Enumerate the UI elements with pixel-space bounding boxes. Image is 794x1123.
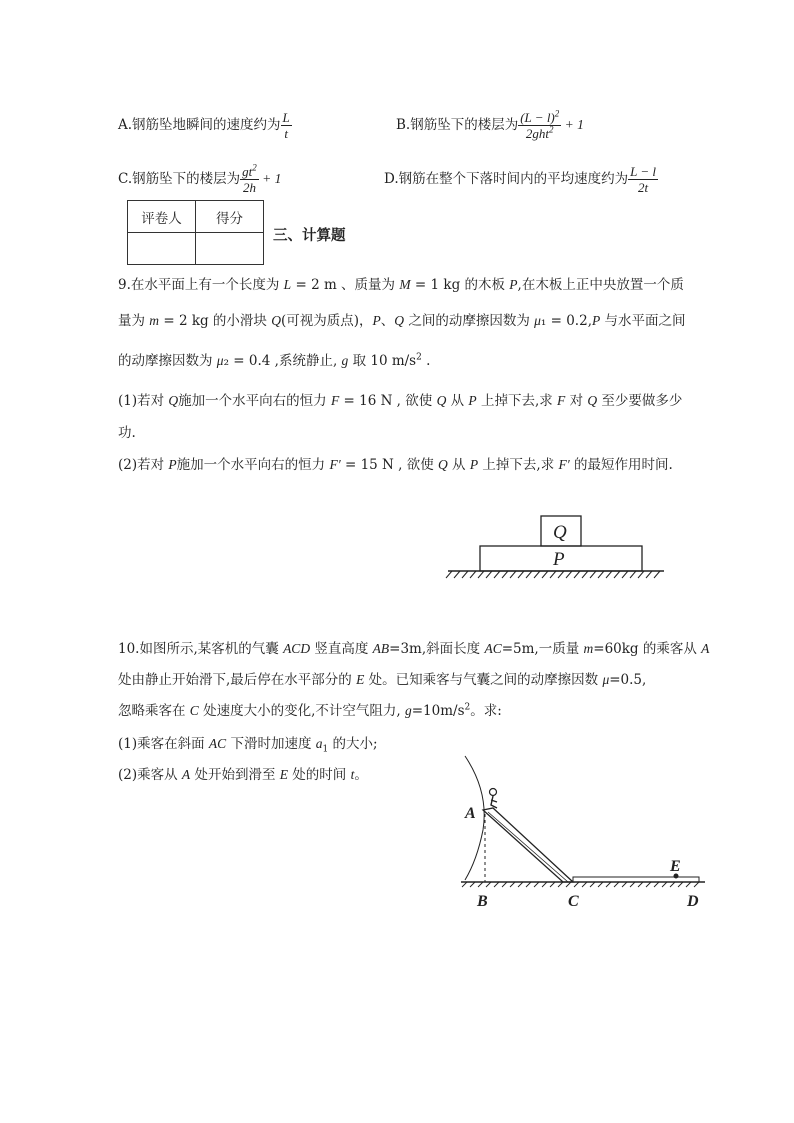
section-title: 三、计算题 [273,227,346,244]
option-a-fraction: $\frac{L}{t}$ [282,110,290,141]
option-d [384,162,658,196]
q9-line-1: 9.在水平面上有一个长度为 L = 2 m 、质量为 M = 1 kg 的木板 P,在木板上正中央放置一个质 [118,277,684,293]
score-table-header-score: 得分 [196,201,264,233]
score-cell[interactable] [196,233,264,265]
option-a [118,108,292,142]
score-table-header-grader: 评卷人 [128,201,196,233]
option-d-fraction: $\frac{L - l}{2t}$ [630,164,657,195]
q9-part-1: (1)若对 Q施加一个水平向右的恒力 F = 16 N , 欲使 Q 从 P 上掉下去,求 F 对 Q 至少要做多少 [118,393,683,409]
label-e: E [670,858,681,875]
option-d-text: D.钢筋在整个下落时间内的平均速度约为 [384,171,629,187]
label-b: B [477,893,488,910]
label-p: P [553,549,565,570]
q10-line-1: 10.如图所示,某客机的气囊 ACD 竖直高度 AB=3m,斜面长度 AC=5m,一质量 m=60kg 的乘客从 A [118,641,710,657]
q10-part-1: (1)乘客在斜面 AC 下滑时加速度 $a_1$ 的大小; [118,736,378,755]
q10-part-2: (2)乘客从 A 处开始到滑至 E 处的时间 t。 [118,767,368,783]
score-table [127,200,264,265]
q9-part-2: (2)若对 P施加一个水平向右的恒力 F′ = 15 N , 欲使 Q 从 P 上掉下去,求 F′ 的最短作用时间. [118,457,673,473]
q10-figure [455,752,715,912]
q9-figure [440,505,680,595]
q9-line-3: 的动摩擦因数为 μ₂ = 0.4 ,系统静止, g 取 10 $m/s^2$ . [118,352,431,369]
ground-hatch [446,571,660,578]
q10-line-3: 忽略乘客在 C 处速度大小的变化,不计空气阻力, $g=10m/s^2$。求: [118,702,502,719]
label-a: A [465,805,476,822]
option-b: B.钢筋坠下的楼层为 $\frac{(L - l)^2}{2ght^2}$ + 1 [396,108,584,141]
option-b-text: B.钢筋坠下的楼层为 [396,117,519,133]
option-c-text: C.钢筋坠下的楼层为 [118,171,241,187]
q9-line-2: 量为 m = 2 kg 的小滑块 Q(可视为质点)，P、Q 之间的动摩擦因数为 μ₁ = 0.2,P 与水平面之间 [118,313,686,329]
q9-part-1-end: 功. [118,425,136,441]
q10-line-2: 处由静止开始滑下,最后停在水平部分的 E 处。已知乘客与气囊之间的动摩擦因数 μ=0.5, [118,672,647,688]
option-b-fraction: $\frac{(L - l)^2}{2ght^2}$ [520,108,560,141]
option-c: C.钢筋坠下的楼层为 $\frac{gt^2}{2h}$ + 1 [118,162,282,195]
label-c: C [568,893,579,910]
label-q: Q [553,522,567,543]
grader-cell[interactable] [128,233,196,265]
passenger-icon [491,796,497,808]
label-d: D [687,893,699,910]
option-c-fraction: $\frac{gt^2}{2h}$ [242,162,257,195]
passenger-head [490,789,497,796]
option-a-text: A.钢筋坠地瞬间的速度约为 [118,117,281,133]
